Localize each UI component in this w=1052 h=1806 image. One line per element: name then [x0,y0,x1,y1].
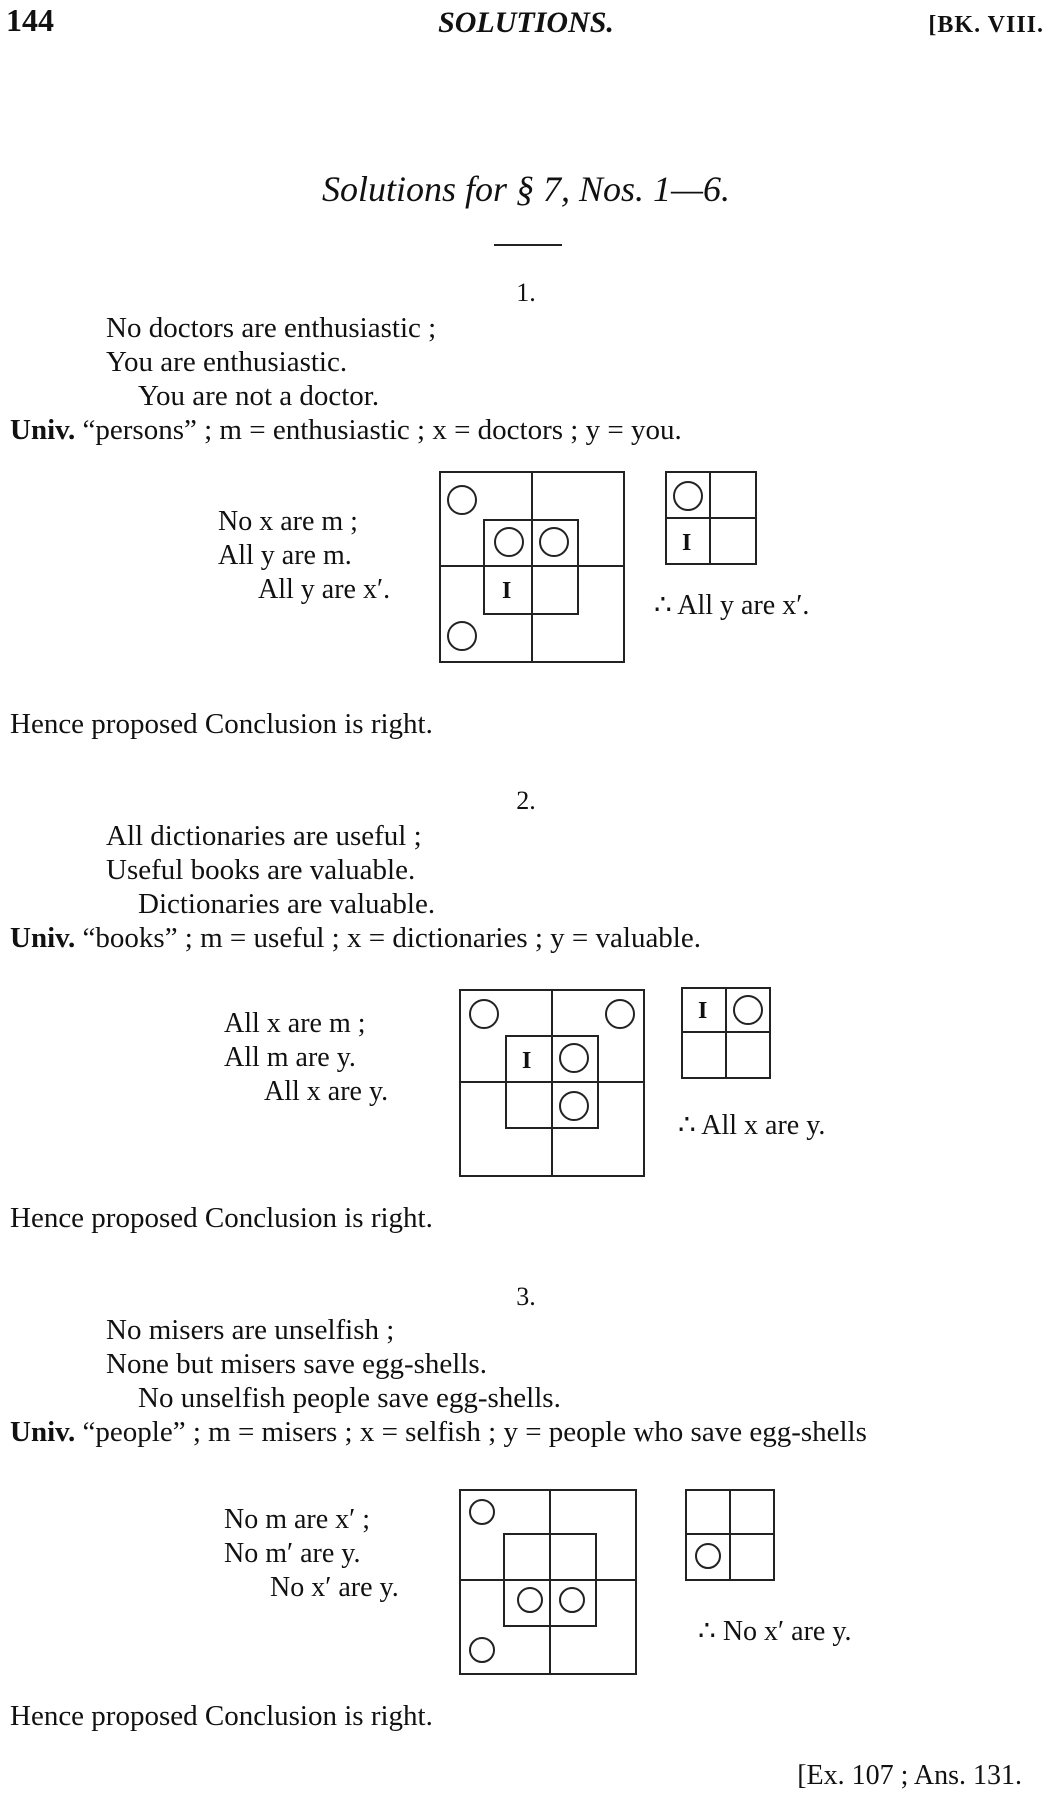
problem-1-biliteral-diagram [664,470,758,568]
problem-2-result: ∴ All x are y. [678,1110,826,1141]
problem-1-triliteral-diagram [438,470,628,666]
running-title: SOLUTIONS. [438,6,614,39]
problem-1-verdict: Hence proposed Conclusion is right. [10,708,433,740]
univ-text: “books” ; m = useful ; x = dictionaries ; y = valuable. [82,922,701,954]
marker-I: I [502,578,512,604]
univ-label: Univ. [10,922,76,954]
problem-3-conclusion: No unselfish people save egg-shells. [138,1382,561,1414]
problem-2-diagram-line-2: All m are y. [224,1042,356,1073]
univ-label: Univ. [10,1416,76,1448]
problem-1-result: ∴ All y are x′. [654,590,810,621]
marker-I: I [682,530,692,556]
problem-2-triliteral-diagram [458,988,648,1180]
problem-1-premise-2: You are enthusiastic. [106,346,348,378]
problem-3-diagram-line-3: No x′ are y. [270,1572,399,1603]
problem-1-premise-1: No doctors are enthusiastic ; [106,312,437,344]
problem-1-diagram-line-1: No x are m ; [218,506,358,537]
problem-1-diagram-line-2: All y are m. [218,540,352,571]
problem-3-premise-1: No misers are unselfish ; [106,1314,395,1346]
problem-2-biliteral-diagram [680,986,772,1082]
problem-1-number: 1. [516,278,536,307]
problem-2-number: 2. [516,786,536,815]
problem-2-premise-1: All dictionaries are useful ; [106,820,422,852]
page-number: 144 [6,2,54,38]
problem-2-verdict: Hence proposed Conclusion is right. [10,1202,433,1234]
problem-2-diagram-line-1: All x are m ; [224,1008,366,1039]
footer-reference: [Ex. 107 ; Ans. 131. [797,1760,1022,1791]
problem-3-diagram-line-2: No m′ are y. [224,1538,361,1569]
problem-3-biliteral-diagram [684,1488,776,1584]
univ-text: “persons” ; m = enthusiastic ; x = doctors ; y = you. [82,414,682,446]
univ-text: “people” ; m = misers ; x = selfish ; y = people who save egg-shells [82,1416,867,1448]
marker-I: I [698,998,708,1024]
problem-2-diagram-line-3: All x are y. [264,1076,389,1107]
problem-3-diagram-line-1: No m are x′ ; [224,1504,371,1535]
univ-label: Univ. [10,414,76,446]
problem-3-verdict: Hence proposed Conclusion is right. [10,1700,433,1732]
marker-I: I [522,1048,532,1074]
problem-1-conclusion: You are not a doctor. [138,380,380,412]
problem-3-number: 3. [516,1282,536,1311]
problem-2-universe [10,922,701,955]
book-reference: [BK. VIII. [928,12,1044,38]
problem-2-conclusion: Dictionaries are valuable. [138,888,436,920]
divider-rule [494,244,562,246]
problem-1-diagram-line-3: All y are x′. [258,574,391,605]
problem-3-triliteral-diagram [458,1488,640,1678]
problem-2-premise-2: Useful books are valuable. [106,854,416,886]
section-title: Solutions for § 7, Nos. 1—6. [321,169,731,209]
problem-1-universe [10,414,682,447]
problem-3-universe [10,1416,867,1449]
problem-3-result: ∴ No x′ are y. [698,1616,852,1647]
problem-3-premise-2: None but misers save egg-shells. [106,1348,487,1380]
